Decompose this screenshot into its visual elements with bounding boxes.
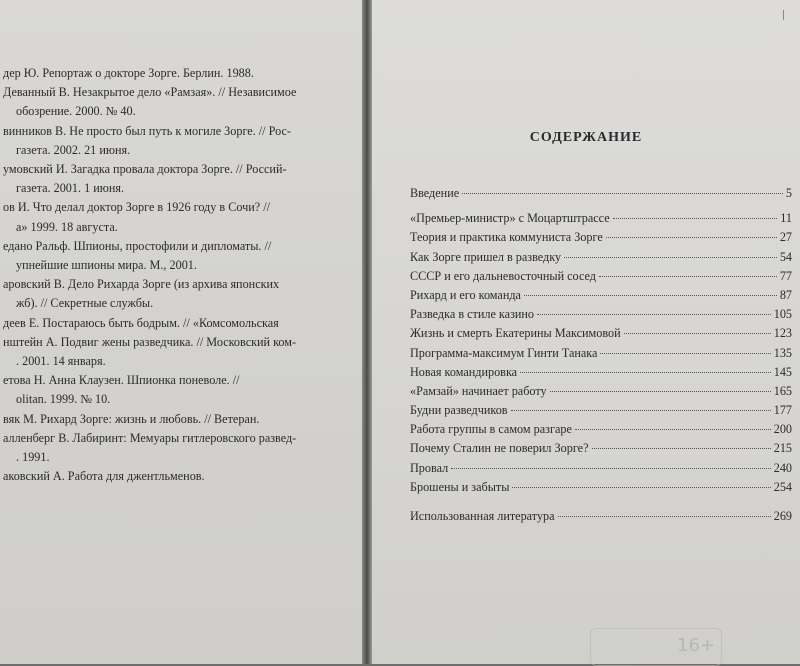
toc-entry-title: Программа-максимум Гинти Танака [410, 345, 598, 360]
toc-entry-page: 165 [773, 383, 792, 398]
toc-entry [410, 248, 792, 267]
bibliography-line: аровский В. Дело Рихарда Зорге (из архива японских [3, 277, 280, 292]
toc-entry [410, 324, 792, 343]
bibliography-line: аковский А. Работа для джентльменов. [3, 469, 205, 484]
bibliography-line: . 2001. 14 января. [16, 354, 106, 369]
toc-leader [512, 487, 770, 488]
toc-entry-page: 87 [779, 287, 792, 302]
bibliography-line: жб). // Секретные службы. [16, 296, 154, 311]
bibliography-line: газета. 2001. 1 июня. [16, 181, 125, 196]
bibliography-line: едано Ральф. Шпионы, простофили и дипломаты. // [3, 238, 272, 253]
toc-entry-title: Теория и практика коммуниста Зорге [410, 230, 603, 245]
toc-entry-page: 11 [780, 211, 792, 226]
toc-entry [410, 507, 792, 526]
bibliography-line: olitan. 1999. № 10. [16, 392, 111, 407]
bibliography-line: . 1991. [16, 450, 50, 465]
toc-entry [410, 184, 792, 203]
bibliography-line: деев Е. Постараюсь быть бодрым. // «Комсомольская [3, 315, 279, 330]
toc-entry-title: Как Зорге пришел в разведку [410, 249, 562, 264]
bibliography-line: етова Н. Анна Клаузен. Шпионка поневоле. // [3, 373, 240, 388]
toc-entry-page: 54 [779, 249, 792, 264]
toc-entry-title: Разведка в стиле казино [410, 307, 535, 322]
toc-entry [410, 363, 792, 382]
toc-entry [410, 439, 792, 458]
toc-entry-page: 105 [773, 307, 792, 322]
toc-entry-title: Провал [410, 460, 449, 475]
left-page [0, 0, 362, 664]
toc-entry [410, 209, 792, 228]
toc-entry [410, 228, 792, 247]
toc-leader [558, 516, 771, 517]
toc-leader [575, 429, 771, 430]
bibliography-line: алленберг В. Лабиринт: Мемуары гитлеровского развед- [3, 430, 297, 445]
toc-entry-title: Рихард и его команда [410, 287, 521, 302]
toc-leader [550, 391, 771, 392]
toc-entry [410, 420, 792, 439]
toc-leader [524, 295, 777, 296]
toc-list [410, 184, 792, 526]
toc-leader [520, 372, 771, 373]
toc-entry [410, 401, 792, 420]
toc-title: СОДЕРЖАНИЕ [529, 130, 643, 145]
toc-entry-page: 123 [773, 326, 792, 341]
toc-entry-page: 77 [779, 268, 792, 283]
toc-entry-title: Будни разведчиков [410, 403, 508, 418]
toc-entry-page: 177 [773, 403, 792, 418]
bibliography-line: Деванный В. Незакрытое дело «Рамзая». // Независимое [3, 85, 297, 100]
toc-leader [564, 257, 777, 258]
toc-entry-title: «Рамзай» начинает работу [410, 383, 547, 398]
toc-entry-page: 200 [773, 422, 792, 437]
toc-leader [537, 314, 771, 315]
toc-entry-title: Новая командировка [410, 364, 518, 379]
toc-leader [613, 218, 778, 219]
toc-entry-page: 215 [773, 441, 792, 456]
toc-entry-title: Почему Сталин не поверил Зорге? [410, 441, 589, 456]
toc-entry-page: 269 [773, 509, 792, 523]
toc-entry [410, 344, 792, 363]
bibliography-line: обозрение. 2000. № 40. [16, 104, 136, 119]
age-rating-stamp [590, 628, 722, 666]
toc-leader [592, 448, 771, 449]
bibliography-line: умовский И. Загадка провала доктора Зорге. // Россий- [3, 162, 287, 177]
age-rating-text: 16+ [677, 635, 715, 656]
bibliography-line: ов И. Что делал доктор Зорге в 1926 году в Сочи? // [3, 200, 270, 215]
toc-entry-page: 240 [773, 460, 792, 475]
bibliography-line: упнейшие шпионы мира. М., 2001. [16, 258, 197, 273]
toc-leader [600, 353, 770, 354]
book-gutter [362, 0, 372, 664]
bibliography-line: дер Ю. Репортаж о докторе Зорге. Берлин. 1988. [3, 66, 254, 80]
toc-entry [410, 478, 792, 497]
right-page [372, 0, 800, 664]
toc-entry-page: 5 [785, 186, 792, 200]
toc-entry-title: «Премьер-министр» с Моцартштрассе [410, 211, 610, 226]
toc-entry-page: 27 [779, 230, 792, 245]
toc-entry [410, 305, 792, 324]
bibliography-list [0, 64, 360, 486]
toc-entry-title: СССР и его дальневосточный сосед [410, 268, 596, 283]
bibliography-line: винников В. Не просто был путь к могиле Зорге. // Рос- [3, 123, 291, 138]
toc-entry-page: 145 [773, 364, 792, 379]
toc-leader [624, 333, 771, 334]
toc-entry-title: Работа группы в самом разгаре [410, 422, 572, 437]
toc-leader [451, 468, 771, 469]
toc-entry-page: 135 [773, 345, 792, 360]
bibliography-line: газета. 2002. 21 июня. [16, 142, 131, 157]
toc-leader [462, 193, 783, 194]
toc-leader [511, 410, 771, 411]
toc-entry [410, 267, 792, 286]
bibliography-line: а» 1999. 18 августа. [16, 219, 118, 234]
bibliography-line: вяк М. Рихард Зорге: жизнь и любовь. // Ветеран. [3, 411, 260, 426]
toc-entry [410, 286, 792, 305]
toc-entry-page: 254 [773, 479, 792, 494]
toc-entry-title: Введение [410, 186, 460, 200]
corner-mark [783, 10, 790, 20]
toc-entry [410, 382, 792, 401]
toc-entry-title: Брошены и забыты [410, 479, 510, 494]
toc-entry [410, 459, 792, 478]
toc-entry-title: Использованная литература [410, 509, 555, 523]
bibliography-line: нштейн А. Подвиг жены разведчика. // Московский ком- [3, 334, 297, 349]
toc-leader [606, 237, 777, 238]
toc-entry-title: Жизнь и смерть Екатерины Максимовой [410, 326, 621, 341]
toc-leader [599, 276, 777, 277]
